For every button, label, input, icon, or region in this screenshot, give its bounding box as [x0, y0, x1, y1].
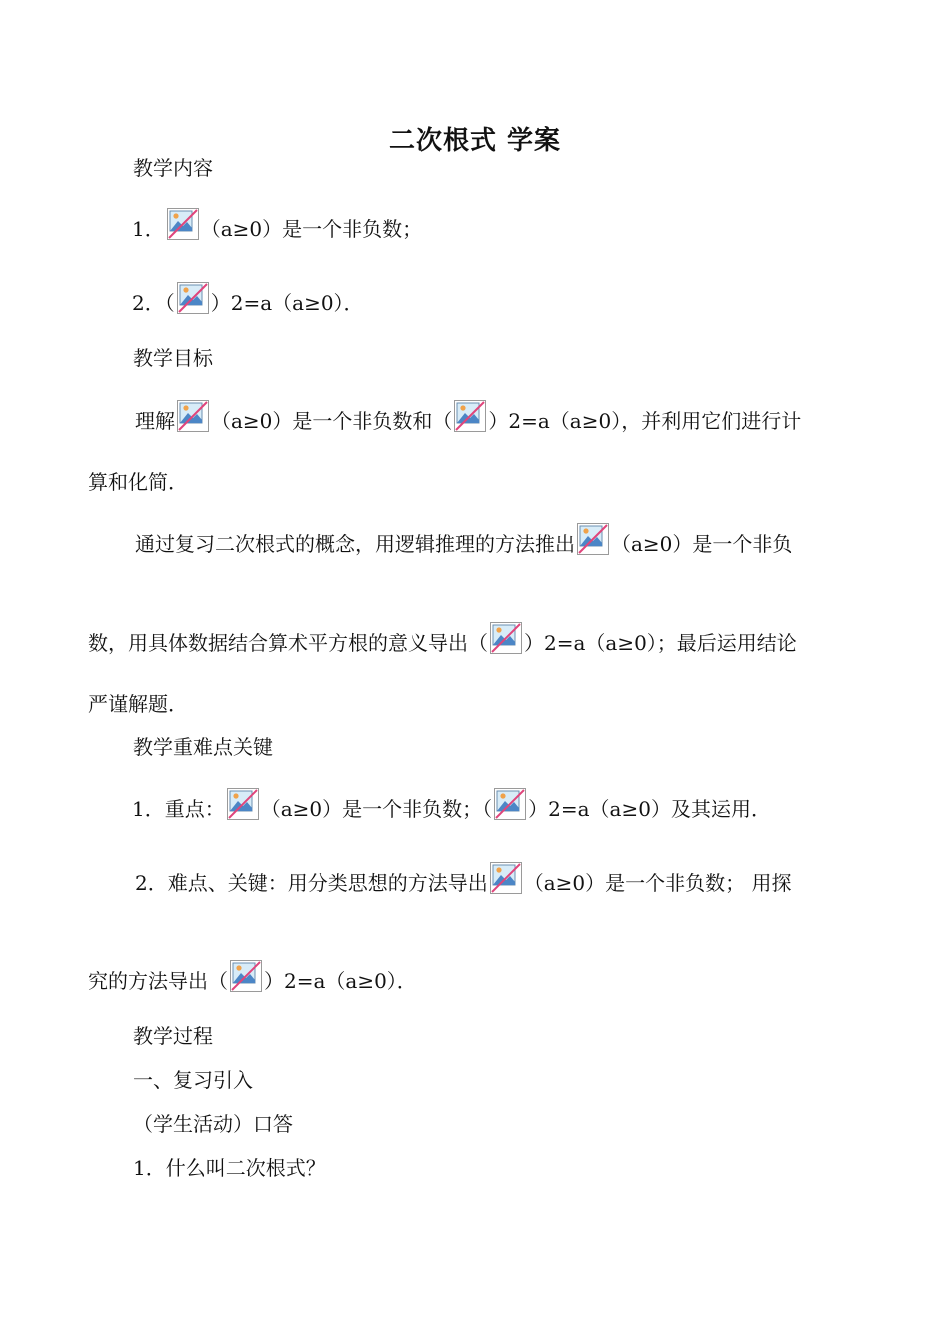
- content-item-2-text: ）2=a（a≥0）．: [210, 291, 364, 315]
- key-1-text-b: （a≥0）是一个非负数；（: [260, 797, 493, 821]
- key-1-text-a: 1．重点：: [132, 797, 225, 821]
- broken-image-icon: [490, 622, 522, 654]
- student-activity-label: （学生活动）口答: [133, 1112, 293, 1136]
- goal-p1-text-a: 理解: [135, 409, 175, 433]
- goal-paragraph-2-line-1: [135, 523, 792, 556]
- goal-p2-text-c: 数，用具体数据结合算术平方根的意义导出（: [88, 631, 488, 655]
- key-2-text-b: （a≥0）是一个非负数； 用探: [523, 871, 792, 895]
- goal-heading: 教学目标: [133, 346, 213, 370]
- goal-p2-text-b: （a≥0）是一个非负: [611, 532, 793, 556]
- key-item-2-line-1: [135, 862, 792, 895]
- goal-p1-text-b: （a≥0）是一个非负数和（: [211, 409, 453, 433]
- key-heading: 教学重难点关键: [133, 735, 273, 759]
- key-1-text-c: ）2=a（a≥0）及其运用．: [528, 797, 771, 821]
- content-item-1: [132, 208, 422, 241]
- broken-image-icon: [227, 788, 259, 820]
- document-title: 二次根式 学案: [388, 126, 562, 156]
- content-item-1-prefix: 1．: [132, 217, 165, 241]
- key-2-text-c: 究的方法导出（: [88, 969, 228, 993]
- broken-image-icon: [177, 400, 209, 432]
- key-item-1: [132, 788, 771, 821]
- review-heading: 一、复习引入: [133, 1068, 253, 1092]
- broken-image-icon: [490, 862, 522, 894]
- broken-image-icon: [167, 208, 199, 240]
- broken-image-icon: [454, 400, 486, 432]
- goal-paragraph-1-line-1: [135, 400, 801, 433]
- content-item-2-prefix: 2．（: [132, 291, 175, 315]
- broken-image-icon: [230, 960, 262, 992]
- broken-image-icon: [494, 788, 526, 820]
- broken-image-icon: [177, 282, 209, 314]
- content-item-1-text: （a≥0）是一个非负数；: [200, 217, 423, 241]
- broken-image-icon: [577, 523, 609, 555]
- goal-p2-text-d: ）2=a（a≥0）；最后运用结论: [524, 631, 797, 655]
- goal-paragraph-2-line-3: 严谨解题．: [88, 692, 188, 716]
- question-1: 1．什么叫二次根式？: [133, 1156, 326, 1180]
- key-item-2-line-2: [88, 960, 417, 993]
- content-item-2: [132, 282, 364, 315]
- key-2-text-a: 2．难点、关键：用分类思想的方法导出: [135, 871, 488, 895]
- key-2-text-d: ）2=a（a≥0）．: [264, 969, 417, 993]
- goal-paragraph-2-line-2: [88, 622, 797, 655]
- content-heading: 教学内容: [133, 156, 213, 180]
- process-heading: 教学过程: [133, 1024, 213, 1048]
- goal-paragraph-1-line-2: 算和化简．: [88, 470, 188, 494]
- goal-p1-text-c: ）2=a（a≥0），并利用它们进行计: [488, 409, 802, 433]
- goal-p2-text-a: 通过复习二次根式的概念，用逻辑推理的方法推出: [135, 532, 575, 556]
